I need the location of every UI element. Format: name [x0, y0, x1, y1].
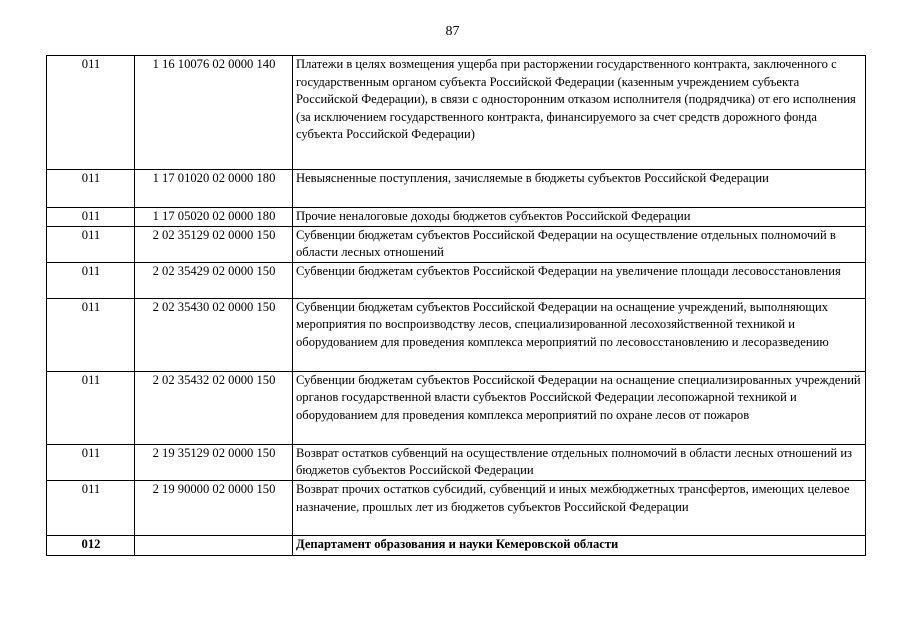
revenue-code-cell: 2 02 35432 02 0000 150	[135, 371, 293, 444]
table-row	[47, 56, 866, 170]
table-row	[47, 262, 866, 298]
revenue-code-cell: 2 02 35430 02 0000 150	[135, 298, 293, 371]
admin-code-cell: 011	[47, 298, 135, 371]
revenue-name-cell: Субвенции бюджетам субъектов Российской Федерации на оснащение учреждений, выполняющих мероприятия по воспроизводству лесов, специализированной лесохозяйственной техникой и оборудованием для проведения комплекса мероприятий по лесовосстановлению и лесоразведению	[293, 298, 866, 371]
revenue-code-cell	[135, 535, 293, 555]
table-row	[47, 208, 866, 227]
revenue-name-cell: Невыясненные поступления, зачисляемые в бюджеты субъектов Российской Федерации	[293, 170, 866, 208]
revenue-name-cell: Субвенции бюджетам субъектов Российской Федерации на осуществление отдельных полномочий в области лесных отношений	[293, 226, 866, 262]
revenue-code-cell: 2 19 35129 02 0000 150	[135, 444, 293, 480]
page-number: 87	[445, 24, 460, 39]
revenue-code-cell: 1 16 10076 02 0000 140	[135, 56, 293, 170]
admin-code-cell: 011	[47, 444, 135, 480]
table-row	[47, 170, 866, 208]
revenue-name-cell: Платежи в целях возмещения ущерба при расторжении государственного контракта, заключенного с государственным органом субъекта Российской Федерации (казенным учреждением субъекта Российской Федерации), в связи с односторонним отказом исполнителя (подрядчика) от его исполнения (за исключением государственного контракта, финансируемого за счет средств дорожного фонда субъекта Российской Федерации)	[293, 56, 866, 170]
admin-code-cell: 011	[47, 371, 135, 444]
department-name-cell: Департамент образования и науки Кемеровской области	[293, 535, 866, 555]
admin-code-cell: 011	[47, 56, 135, 170]
revenue-code-cell: 2 02 35429 02 0000 150	[135, 262, 293, 298]
admin-code-cell: 011	[47, 226, 135, 262]
admin-code-cell: 012	[47, 535, 135, 555]
budget-classification-table	[46, 55, 866, 556]
table-row-department	[47, 535, 866, 555]
admin-code-cell: 011	[47, 208, 135, 227]
revenue-name-cell: Субвенции бюджетам субъектов Российской Федерации на увеличение площади лесовосстановления	[293, 262, 866, 298]
table-row	[47, 371, 866, 444]
revenue-name-cell: Субвенции бюджетам субъектов Российской Федерации на оснащение специализированных учреждений органов государственной власти субъектов Российской Федерации лесопожарной техникой и оборудованием для проведения комплекса мероприятий по охране лесов от пожаров	[293, 371, 866, 444]
revenue-name-cell: Возврат прочих остатков субсидий, субвенций и иных межбюджетных трансфертов, имеющих целевое назначение, прошлых лет из бюджетов субъектов Российской Федерации	[293, 480, 866, 535]
table-row	[47, 226, 866, 262]
table-row	[47, 480, 866, 535]
revenue-code-cell: 1 17 01020 02 0000 180	[135, 170, 293, 208]
revenue-name-cell: Возврат остатков субвенций на осуществление отдельных полномочий в области лесных отношений из бюджетов субъектов Российской Федерации	[293, 444, 866, 480]
revenue-code-cell: 1 17 05020 02 0000 180	[135, 208, 293, 227]
admin-code-cell: 011	[47, 170, 135, 208]
revenue-code-cell: 2 19 90000 02 0000 150	[135, 480, 293, 535]
table-row	[47, 298, 866, 371]
revenue-code-cell: 2 02 35129 02 0000 150	[135, 226, 293, 262]
table-row	[47, 444, 866, 480]
revenue-name-cell: Прочие неналоговые доходы бюджетов субъектов Российской Федерации	[293, 208, 866, 227]
admin-code-cell: 011	[47, 480, 135, 535]
admin-code-cell: 011	[47, 262, 135, 298]
